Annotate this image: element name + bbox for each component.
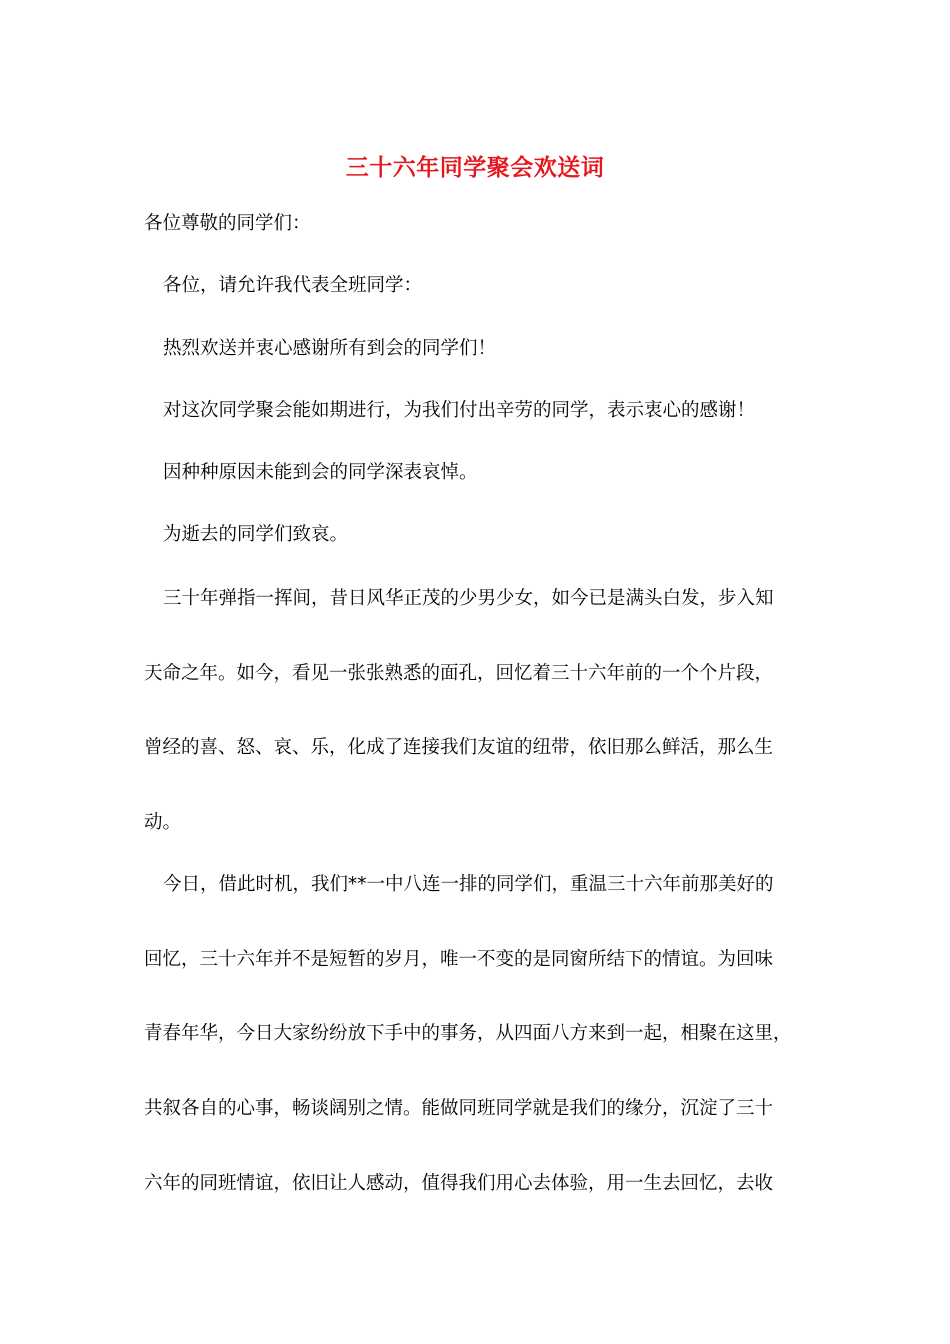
paragraph-line: 动。 [144,812,182,833]
paragraph-line: 热烈欢送并衷心感谢所有到会的同学们！ [163,338,497,359]
salutation-line: 各位尊敬的同学们： [144,213,311,234]
paragraph-line: 共叙各自的心事，畅谈阔别之情。能做同班同学就是我们的缘分，沉淀了三十 [144,1098,774,1119]
paragraph-line: 天命之年。如今，看见一张张熟悉的面孔，回忆着三十六年前的一个个片段， [144,663,774,684]
paragraph-line: 青春年华，今日大家纷纷放下手中的事务，从四面八方来到一起，相聚在这里， [144,1023,792,1044]
paragraph-line: 为逝去的同学们致哀。 [163,524,349,545]
paragraph-line: 今日，借此时机，我们**一中八连一排的同学们，重温三十六年前那美好的 [163,874,774,895]
paragraph-line: 对这次同学聚会能如期进行，为我们付出辛劳的同学，表示衷心的感谢！ [163,400,756,421]
paragraph-line: 各位，请允许我代表全班同学： [163,275,423,296]
paragraph-line: 回忆，三十六年并不是短暂的岁月，唯一不变的是同窗所结下的情谊。为回味 [144,949,774,970]
paragraph-line: 三十年弹指一挥间，昔日风华正茂的少男少女，如今已是满头白发，步入知 [163,588,774,609]
paragraph-line: 六年的同班情谊，依旧让人感动，值得我们用心去体验，用一生去回忆，去收 [144,1173,774,1194]
paragraph-line: 因种种原因未能到会的同学深表哀悼。 [163,462,478,483]
document-title: 三十六年同学聚会欢送词 [345,155,605,181]
paragraph-line: 曾经的喜、怒、哀、乐，化成了连接我们友谊的纽带，依旧那么鲜活，那么生 [144,737,774,758]
